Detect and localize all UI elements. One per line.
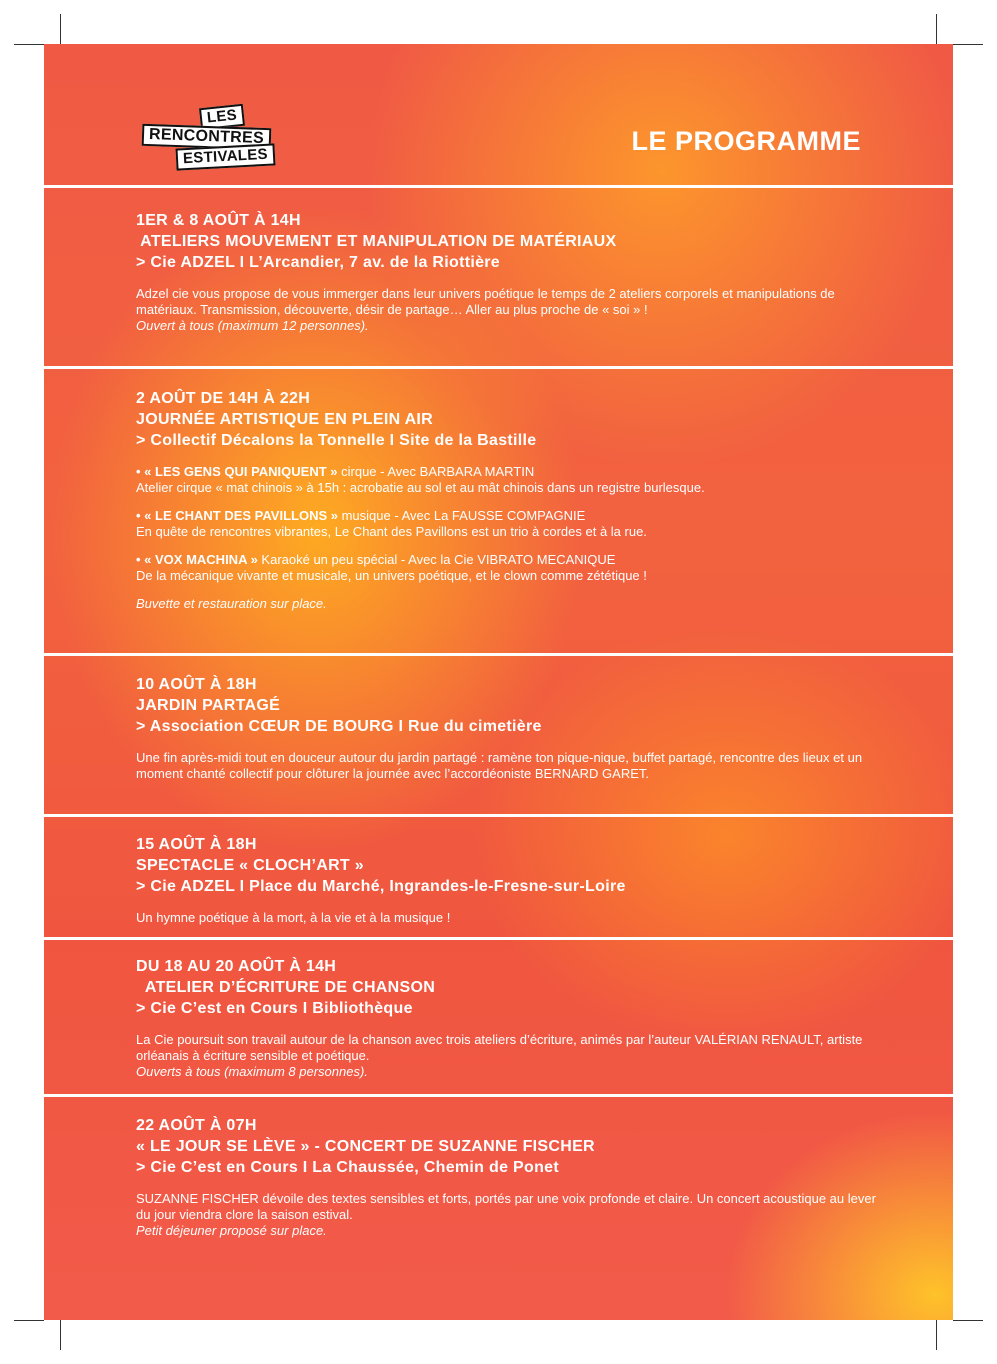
event-venue: > Collectif Décalons la Tonnelle I Site de la Bastille [136,432,537,449]
event-2 [136,388,876,612]
item-desc: musique - Avec La FAUSSE COMPAGNIE [337,508,586,523]
item-desc: cirque - Avec BARBARA MARTIN [337,464,535,479]
event-4 [136,834,876,926]
event-description: Une fin après-midi tout en douceur autour du jardin partagé : ramène ton pique-nique, buffet partagé, rencontre des lieux et un moment chanté collectif pour clôturer la journée avec l’accordéoniste BERNARD GARET. [136,750,863,781]
event-date: 10 AOÛT À 18H [136,676,257,693]
divider [44,937,953,940]
crop-mark [14,1320,44,1321]
event-6 [136,1115,876,1239]
event-title: JOURNÉE ARTISTIQUE EN PLEIN AIR [136,411,434,428]
event-description: La Cie poursuit son travail autour de la chanson avec trois ateliers d’écriture, animés par l’auteur VALÉRIAN RENAULT, artiste orléanais à écriture sensible et poétique. [136,1032,863,1063]
logo-word-estivales: ESTIVALES [175,143,275,170]
event-note: Petit déjeuner proposé sur place. [136,1223,327,1238]
item-detail: En quête de rencontres vibrantes, Le Chant des Pavillons est un trio à cordes et à la rue. [136,524,647,539]
divider [44,185,953,188]
crop-mark [14,44,44,45]
event-date: 2 AOÛT DE 14H À 22H [136,390,311,407]
crop-mark [953,44,983,45]
event-venue: > Cie C’est en Cours I La Chaussée, Chemin de Ponet [136,1159,559,1176]
logo-word-rencontres: RENCONTRES [142,124,272,150]
event-venue: > Cie ADZEL I Place du Marché, Ingrandes-le-Fresne-sur-Loire [136,878,626,895]
event-title: SPECTACLE « CLOCH’ART » [136,857,364,874]
divider [44,1094,953,1097]
event-5 [136,956,876,1080]
event-date: DU 18 AU 20 AOÛT À 14H [136,958,337,975]
program-page [44,44,953,1320]
item-detail: De la mécanique vivante et musicale, un univers poétique, et le clown comme zététique ! [136,568,647,583]
item-name: • « LES GENS QUI PANIQUENT » [136,464,338,479]
logo [142,102,322,172]
event-title: ATELIER D’ÉCRITURE DE CHANSON [136,979,436,996]
event-date: 22 AOÛT À 07H [136,1117,257,1134]
crop-mark [60,1320,61,1350]
page-title: LE PROGRAMME [631,126,861,156]
event-title: « LE JOUR SE LÈVE » - CONCERT DE SUZANNE FISCHER [136,1138,595,1155]
item-name: • « LE CHANT DES PAVILLONS » [136,508,338,523]
crop-mark [936,1320,937,1350]
item-name: • « VOX MACHINA » [136,552,258,567]
item-desc: Karaoké un peu spécial - Avec la Cie VIBRATO MECANIQUE [257,552,616,567]
logo-word-les: LES [199,104,245,130]
event-venue: > Association CŒUR DE BOURG I Rue du cimetière [136,718,542,735]
crop-mark [936,14,937,44]
event-date: 1ER & 8 AOÛT À 14H [136,212,301,229]
crop-mark [60,14,61,44]
list-item [136,508,876,540]
list-item [136,552,876,584]
event-description: Adzel cie vous propose de vous immerger dans leur univers poétique le temps de 2 ateliers corporels et manipulations de matériaux. Transmission, découverte, désir de partage… Aller au plus proche de « soi » ! [136,286,835,317]
event-title: JARDIN PARTAGÉ [136,697,281,714]
event-note: Buvette et restauration sur place. [136,596,327,611]
event-note: Ouvert à tous (maximum 12 personnes). [136,318,369,333]
event-title: ATELIERS MOUVEMENT ET MANIPULATION DE MATÉRIAUX [136,233,617,250]
event-description: SUZANNE FISCHER dévoile des textes sensibles et forts, portés par une voix profonde et claire. Un concert acoustique au lever du jour viendra clore la saison estival. [136,1191,876,1222]
divider [44,366,953,369]
event-1 [136,210,876,334]
crop-mark [953,1320,983,1321]
event-venue: > Cie C’est en Cours I Bibliothèque [136,1000,413,1017]
list-item [136,596,876,612]
event-date: 15 AOÛT À 18H [136,836,257,853]
divider [44,653,953,656]
header [44,44,953,185]
event-note: Ouverts à tous (maximum 8 personnes). [136,1064,368,1079]
item-detail: Atelier cirque « mat chinois » à 15h : acrobatie au sol et au mât chinois dans un registre burlesque. [136,480,705,495]
list-item [136,464,876,496]
divider [44,814,953,817]
event-3 [136,674,876,782]
event-venue: > Cie ADZEL I L’Arcandier, 7 av. de la Riottière [136,254,501,271]
event-description: Un hymne poétique à la mort, à la vie et à la musique ! [136,910,451,925]
